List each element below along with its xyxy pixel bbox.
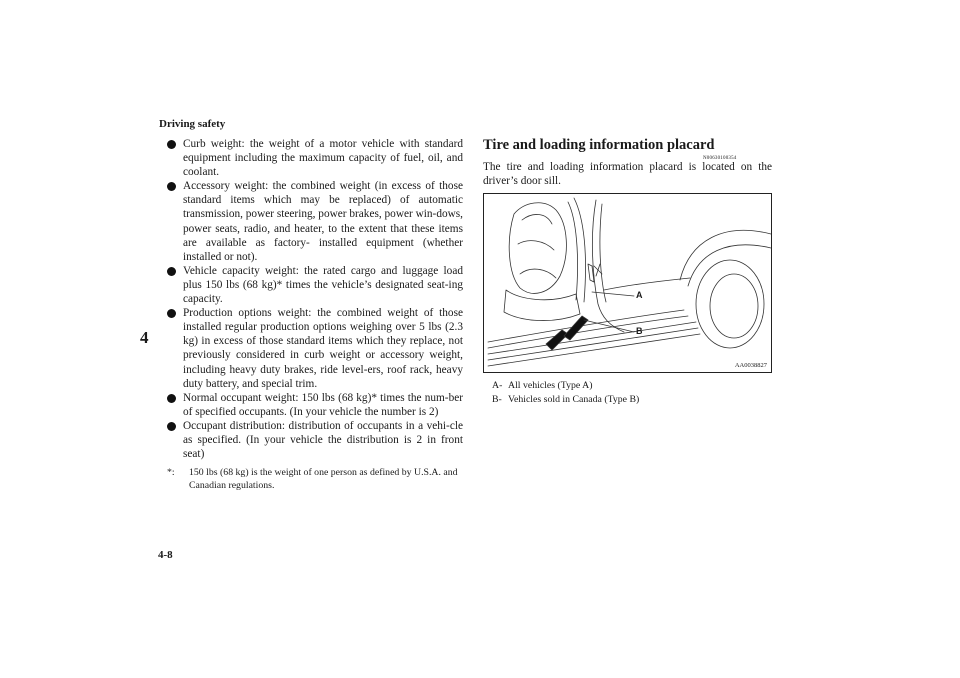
bullet-icon [167,309,176,318]
legend-text: All vehicles (Type A) [508,380,593,391]
definition-vehicle-capacity-weight [167,264,463,306]
definition-production-options-weight [167,306,463,391]
bullet-icon [167,140,176,149]
callout-b-label: B [636,326,643,336]
page-number: 4-8 [158,549,173,561]
section-code: N00630100354 [703,156,737,161]
section-intro: The tire and loading information placard is located on the driver’s door sill. [483,161,772,188]
definition-accessory-weight [167,179,463,264]
definition-text: Accessory weight: the combined weight (in excess of those standard items which may be replaced) of automatic transmission, power steering, power brakes, power win-dows, power seats, radio, and heater, to the extent that these items are available as factory- installed equipment (whether installed or not). [183,180,463,263]
definitions-list [167,137,463,461]
definition-text: Production options weight: the combined weight of those installed regular production options weighing over 5 lbs (2.3 kg) in excess of those standard items which they replace, not previously considered in curb weight or accessory weight, including heavy duty brakes, ride level-ers, roof rack, heavy duty battery, and special trim. [183,307,463,390]
legend-item-a [492,379,639,393]
bullet-icon [167,267,176,276]
legend-key: A- [492,380,503,391]
running-header: Driving safety [159,118,226,130]
definition-text: Curb weight: the weight of a motor vehicle with standard equipment including the maximum capacity of fuel, oil, and coolant. [183,138,463,179]
legend-key: B- [492,394,502,405]
door-sill-drawing [484,194,771,372]
footnote-mark: *: [167,467,175,479]
chapter-number: 4 [140,328,149,347]
definition-text: Normal occupant weight: 150 lbs (68 kg)* times the num-ber of specified occupants. (In your vehicle the number is 2) [183,391,463,418]
legend-text: Vehicles sold in Canada (Type B) [508,394,640,405]
definition-text: Occupant distribution: distribution of occupants in a vehi-cle as specified. (In your vehicle the distribution is 2 in front seat) [183,419,463,461]
legend-item-b [492,393,639,407]
footnote [167,467,463,492]
bullet-icon [167,394,176,403]
definition-occupant-distribution [167,419,463,461]
bullet-icon [167,422,176,431]
definitions-column [167,137,463,492]
door-sill-illustration [483,193,772,373]
figure-legend [492,379,639,407]
definition-text: Vehicle capacity weight: the rated cargo and luggage load plus 150 lbs (68 kg)* times the vehicle’s designated seat-ing capacity. [183,264,463,306]
section-title: Tire and loading information placard [483,137,715,153]
callout-a-label: A [636,290,643,300]
figure-code: AA0038827 [734,362,767,369]
definition-curb-weight [167,137,463,179]
footnote-text: 150 lbs (68 kg) is the weight of one person as defined by U.S.A. and Canadian regulations. [189,467,458,491]
definition-normal-occupant-weight [167,391,463,419]
bullet-icon [167,182,176,191]
